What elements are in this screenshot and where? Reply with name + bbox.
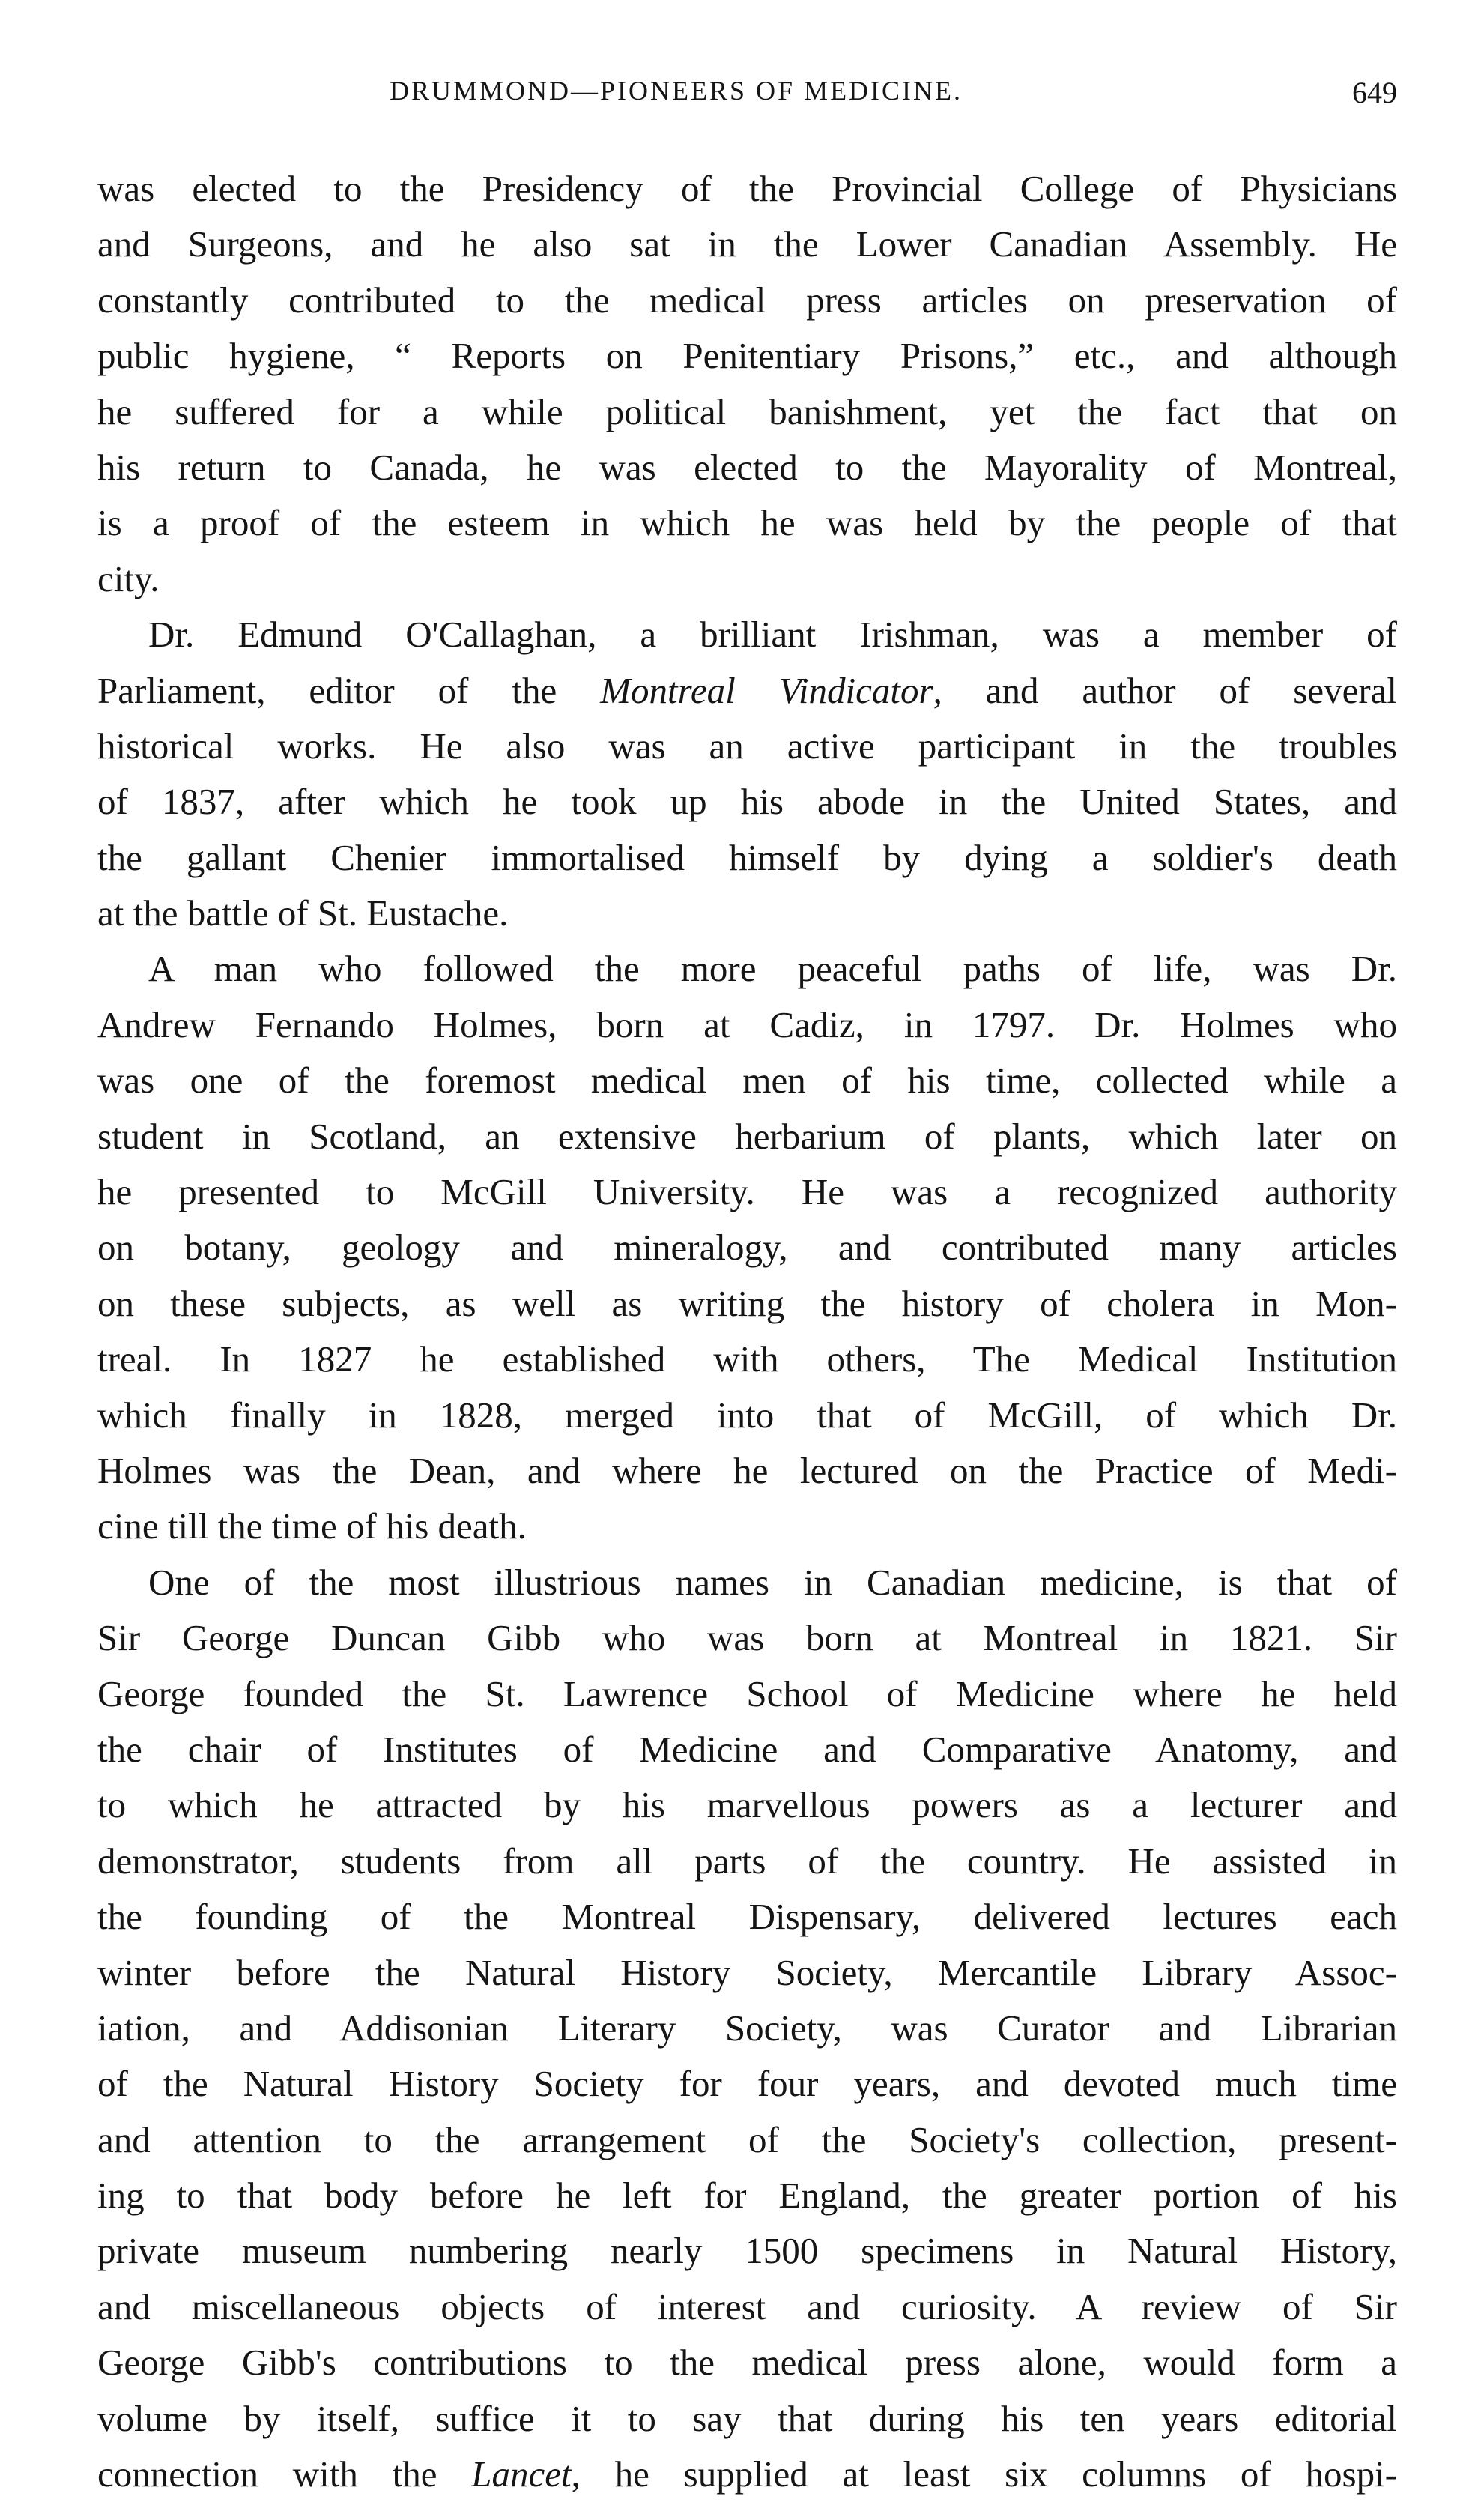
text-line: he presented to McGill University. He was a recognized authority <box>97 1171 1397 1213</box>
running-head <box>97 75 1397 120</box>
paragraph-ocallaghan <box>97 607 1397 941</box>
text-line: on these subjects, as well as writing the history of cholera in Mon- <box>97 1282 1397 1324</box>
text-line: demonstrator, students from all parts of the country. He assisted in <box>97 1840 1397 1882</box>
text-line: Sir George Duncan Gibb who was born at Montreal in 1821. Sir <box>97 1617 1397 1659</box>
text-line: public hygiene, “ Reports on Penitentiary Prisons,” etc., and although <box>97 335 1397 377</box>
text-line: A man who followed the more peaceful paths of life, was Dr. <box>148 948 1397 990</box>
text-line: was elected to the Presidency of the Provincial College of Physicians <box>97 168 1397 209</box>
running-title: DRUMMOND—PIONEERS OF MEDICINE. <box>390 76 963 106</box>
text-line: his return to Canada, he was elected to the Mayorality of Montreal, <box>97 446 1397 488</box>
text-line: George Gibb's contributions to the medical press alone, would form a <box>97 2342 1397 2384</box>
text-line: Holmes was the Dean, and where he lectured on the Practice of Medi- <box>97 1449 1397 1491</box>
text-line: to which he attracted by his marvellous powers as a lecturer and <box>97 1784 1397 1826</box>
text-line: Dr. Edmund O'Callaghan, a brilliant Irishman, was a member of <box>148 614 1397 656</box>
text-line: student in Scotland, an extensive herbarium of plants, which later on <box>97 1115 1397 1157</box>
text-line: and miscellaneous objects of interest and curiosity. A review of Sir <box>97 2285 1397 2327</box>
text-line: ing to that body before he left for England, the greater portion of his <box>97 2175 1397 2217</box>
text-line: One of the most illustrious names in Canadian medicine, is that of <box>148 1561 1397 1603</box>
text-line: he suffered for a while political banishment, yet the fact that on <box>97 390 1397 432</box>
text-line: Andrew Fernando Holmes, born at Cadiz, in 1797. Dr. Holmes who <box>97 1003 1397 1045</box>
text-line: the gallant Chenier immortalised himself by dying a soldier's death <box>97 836 1397 878</box>
text-line: historical works. He also was an active participant in the troubles <box>97 725 1397 767</box>
text-line: on botany, geology and mineralogy, and contributed many articles <box>97 1227 1397 1269</box>
text-line: which finally in 1828, merged into that of McGill, of which Dr. <box>97 1394 1397 1436</box>
text-line: constantly contributed to the medical press articles on preservation of <box>97 279 1397 321</box>
text-line: George founded the St. Lawrence School of Medicine where he held <box>97 1672 1397 1714</box>
text-line: was one of the foremost medical men of his time, collected while a <box>97 1060 1397 1102</box>
text-line: of the Natural History Society for four years, and devoted much time <box>97 2063 1397 2105</box>
text-line: private museum numbering nearly 1500 specimens in Natural History, <box>97 2230 1397 2272</box>
page-number: 649 <box>1352 76 1397 109</box>
text-line: the chair of Institutes of Medicine and Comparative Anatomy, and <box>97 1728 1397 1770</box>
text-line: connection with the Lancet, he supplied at least six columns of hospi- <box>97 2453 1397 2495</box>
text-line: iation, and Addisonian Literary Society, was Curator and Librarian <box>97 2007 1397 2049</box>
text-line: winter before the Natural History Society, Mercantile Library Assoc- <box>97 1951 1397 1993</box>
text-line: and Surgeons, and he also sat in the Lower Canadian Assembly. He <box>97 223 1397 265</box>
text-line: city. <box>97 557 160 599</box>
paragraph-mayorality <box>97 161 1397 607</box>
text-line: Parliament, editor of the Montreal Vindicator, and author of several <box>97 669 1398 711</box>
text-line: and attention to the arrangement of the Society's collection, present- <box>97 2118 1397 2160</box>
paragraph-holmes <box>97 941 1397 1554</box>
text-line: at the battle of St. Eustache. <box>97 892 509 934</box>
text-line: volume by itself, suffice it to say that during his ten years editorial <box>97 2397 1397 2439</box>
body-text <box>97 161 1397 2502</box>
text-line: of 1837, after which he took up his abode in the United States, and <box>97 781 1397 823</box>
text-line: treal. In 1827 he established with others, The Medical Institution <box>97 1338 1397 1380</box>
text-line: cine till the time of his death. <box>97 1505 527 1547</box>
paragraph-gibb <box>97 1555 1397 2502</box>
text-line: the founding of the Montreal Dispensary, delivered lectures each <box>97 1896 1397 1938</box>
text-line: is a proof of the esteem in which he was held by the people of that <box>97 502 1397 544</box>
